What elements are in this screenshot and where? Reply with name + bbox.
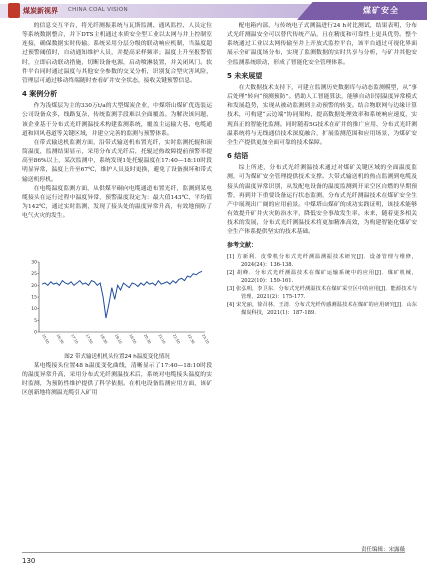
x-tick-label: 16:30 bbox=[55, 333, 65, 345]
journal-logo-icon bbox=[8, 3, 20, 18]
section-heading: 4 案例分析 bbox=[22, 90, 58, 99]
section-heading: 6 结语 bbox=[227, 152, 249, 161]
paragraph: 综上所述，分布式光纤测温技术通过对煤矿关键区域的全面温度监测，可为煤矿安全管理提供技术支撑。大带式输送机的热点监测到电缆及接头的温度异常识别，从发配电设备的温度监测到开采空区自燃的早期预警，再到井下重要设备运行状态监测，分布式光纤测温技术在煤矿安全生产中展现出广阔的应用前景。中煤塔山煤矿的成功实践证明，该技术能够有效提升矿井火灾防治水平，降低安全事故发生率。未来，随着更多相关技术的发展，分布式光纤测温技术将更加精准高效，为构建智能化煤矿安全生产体系提供坚实的技术基础。 bbox=[227, 165, 417, 236]
paragraph: 某电缆接头位置48 h温度变化曲线，清晰显示了17:40—18:10时段的温度异常升高，采用分布式光纤测温技术后，系统对电缆接头温度的实时监测，为预防性维护提供了科学依据。在机电设备监测应用方面，该矿区创新地将测温光缆引入矿用 bbox=[22, 363, 212, 397]
paragraph: 配电箱内部，与传统电子式测温进行24 h对比测试，结果表明，分布式光纤测温安全可以替代传统产品，且在精度和可靠性上更具优势。整个系统通过工业以太网传输至井上开放式监控平台，该平台通过可视化界面展示全矿温度场分布，实现了监测数据的实时共享与分析，与矿井其他安全监测系统联动，形成了智能化安全管理体系。 bbox=[227, 23, 417, 66]
references-title: 参考文献： bbox=[227, 242, 258, 250]
left-column bbox=[22, 22, 212, 221]
paragraph: 的信息交互平台，将光纤测振系统与瓦斯监测、通风监控、人员定位等系统数据整合，并下DTS主机通过本质安全型工业以太网与井上控制室连接，确保数据实时传输。系统采用分层分级的联动响应机制，当温度超过预警阈值时，自动通知维护人员，并提高采样频率；温度上升至报警值时，立即启动联动措施，切断设备电源，启动喷淋装置，并关闭风门。软件平台同时通过温度与其他安全参数的交叉分析，识别复合型灾害风险，管理层可通过移动终端随时查看矿井安全状态，接收关键预警信息。 bbox=[22, 23, 212, 84]
x-tick-label: 15:50 bbox=[41, 333, 50, 345]
editor-credit: 责任编辑：宋露薇 bbox=[360, 547, 405, 553]
figure-caption: 图2 带式输送机机头位置24 h温度变化情况 bbox=[64, 354, 170, 360]
x-tick-label: 23:10 bbox=[201, 333, 210, 345]
left-column-bottom bbox=[22, 362, 212, 399]
y-tick-label: 0 bbox=[34, 330, 37, 336]
section-banner bbox=[297, 2, 427, 20]
reference-item: [3] 张弘明，李卫东．分布式光纤测温技术在煤矿采空区中的应用[J]．能源技术与管理，2021(2)：175-177. bbox=[227, 285, 417, 300]
right-column bbox=[227, 22, 417, 317]
page-number: 130 bbox=[22, 557, 36, 565]
y-tick-label: 5 bbox=[34, 318, 37, 324]
journal-name-cn: 煤炭新视界 bbox=[23, 7, 58, 15]
x-tick-label: 20:30 bbox=[142, 333, 152, 345]
reference-item: [1] 方新利．皮带机分布式光纤测温测振技术研究[J]．设备管理与维修，2024(24)：136-138. bbox=[227, 253, 417, 268]
footer-divider bbox=[22, 552, 405, 553]
y-tick-label: 25 bbox=[31, 272, 37, 278]
section-heading: 5 未来展望 bbox=[227, 71, 263, 80]
references bbox=[227, 241, 417, 316]
temperature-chart bbox=[25, 258, 210, 350]
y-tick-label: 20 bbox=[31, 283, 37, 289]
x-tick-label: 21:10 bbox=[157, 333, 167, 345]
paragraph: 作为浅煤层为主的330万t/a的大型煤炭企业，中煤塔山煤矿优选装运公司设备众多，线路复杂，传统监测手段难以全面覆盖。为解决该问题，该企业基于分布式光纤测温技术构建监测系统，覆盖主运输大巷、电缆通道和回风巷道等关键区域，并建立完善的监测与预警体系。 bbox=[22, 103, 212, 137]
x-tick-label: 21:50 bbox=[172, 333, 181, 345]
x-tick-label: 17:50 bbox=[84, 333, 94, 345]
y-tick-label: 15 bbox=[31, 295, 37, 301]
x-tick-label: 19:10 bbox=[113, 333, 123, 345]
paragraph: 在电缆温度监测方面，从供煤平硐向电缆通道布置光纤，监测到某电缆接头在运行过程中温度异常，预警温度设定为：最大值143℃、平均值为142℃，通过实时监测，发现了接头处的温度异常升高，有效地预防了电气火灾的发生。 bbox=[22, 185, 212, 220]
x-tick-label: 17:10 bbox=[70, 333, 79, 345]
reference-item: [4] 宋光丽，徐召林，王清．分布式光纤传感测温技术在煤矿的应用研究[J]．山东煤炭科技，2021(1)：187-189. bbox=[227, 301, 417, 316]
x-tick-label: 19:50 bbox=[128, 333, 138, 345]
y-tick-label: 10 bbox=[31, 307, 37, 313]
y-tick-label: 30 bbox=[31, 260, 37, 266]
paragraph: 在带式输送机监测方面，沿带式输送机布置光纤，实时监测托辊和滚筒温度，监测结果显示，采用分布式光纤后，托辊过热故障提前预警率提高至86%以上，某次监测中，系统发现1处托辊温度在17:40—18:10时段明显异常，温度上升至67℃，维护人员及时更换，避免了设备损坏和带式输送机停机。 bbox=[22, 139, 212, 183]
paragraph: 在大数据技术支持下，可建立监测历史数据库与动态监测模型，从“事后处理”转向“预测预防”。借助人工智能算法，能够自动识别温度异常模式和发展趋势，实现从被动监测到主动预警的转变。结合物联网与边缘计算技术，可构建“云边端”协同架构，提高数据处理效率和系统响应速度，实现真正的智能化监测。同时随着5G技术在矿井的推广应用，分布式光纤测温系统将与无线通信技术深度融合，扩展监测范围和应用场景，为煤矿安全生产提供更加全面可靠的技术保障。 bbox=[227, 84, 417, 146]
x-tick-label: 22:30 bbox=[186, 333, 196, 345]
x-tick-label: 18:30 bbox=[99, 333, 108, 345]
journal-name-en: CHINA COAL VISION bbox=[68, 7, 128, 13]
section-title: 煤矿安全 bbox=[363, 6, 399, 15]
page-header bbox=[0, 0, 427, 24]
reference-item: [2] 胡峰．分布式光纤测温技术在煤矿运输系统中的应用[J]．煤矿机械，2022(10)：159-161. bbox=[227, 269, 417, 284]
